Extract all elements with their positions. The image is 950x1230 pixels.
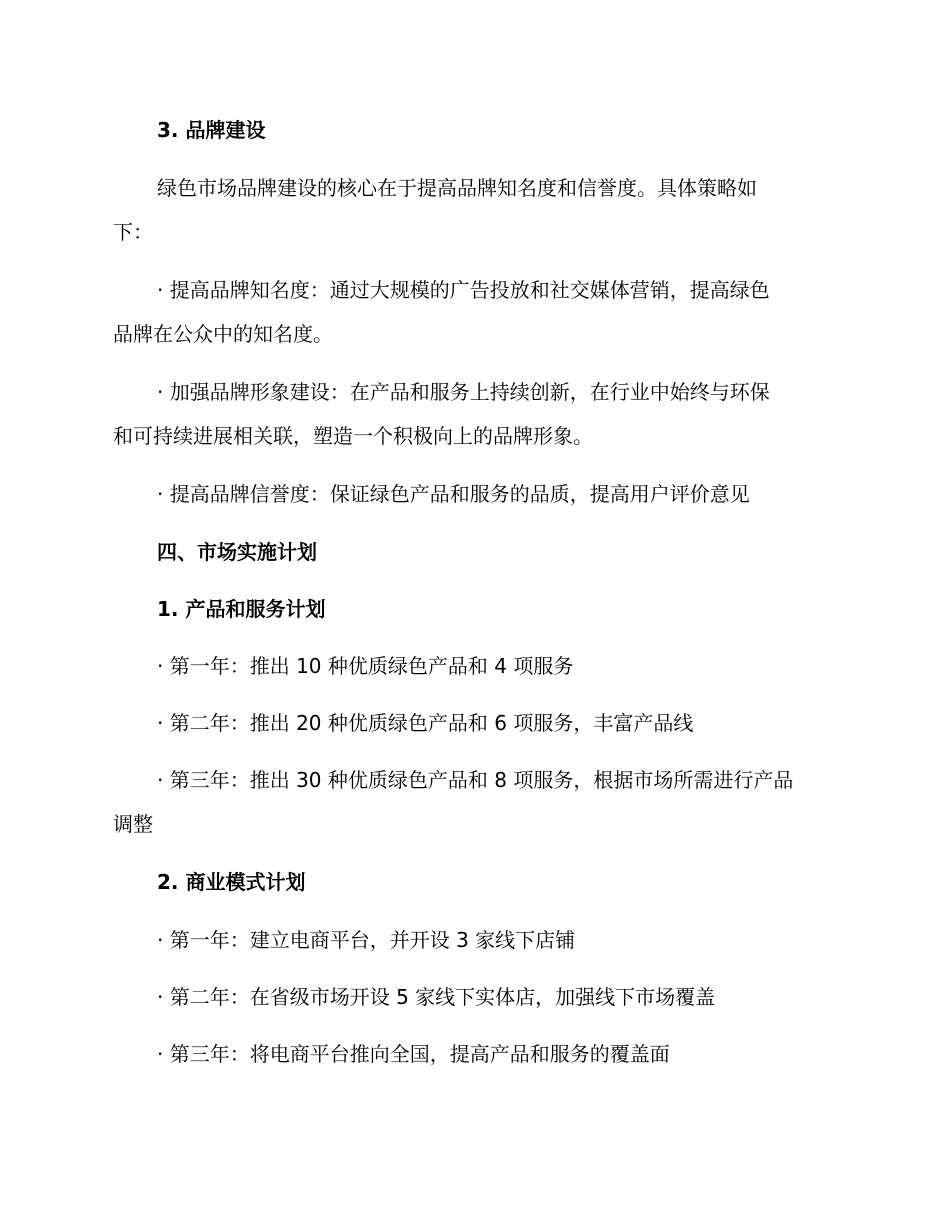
bullet-product-year2: · 第二年：推出 20 种优质绿色产品和 6 项服务，丰富产品线 xyxy=(157,711,694,735)
bullet-brand-image-line2: 和可持续进展相关联，塑造一个积极向上的品牌形象。 xyxy=(113,424,593,448)
bullet-product-year3-line2: 调整 xyxy=(113,812,153,836)
bullet-business-year2: · 第二年：在省级市场开设 5 家线下实体店，加强线下市场覆盖 xyxy=(157,985,716,1009)
section-heading-brand: 3. 品牌建设 xyxy=(157,118,266,142)
paragraph-brand-intro-line2: 下： xyxy=(113,220,153,244)
bullet-product-year1: · 第一年：推出 10 种优质绿色产品和 4 项服务 xyxy=(157,654,574,678)
bullet-business-year1: · 第一年：建立电商平台，并开设 3 家线下店铺 xyxy=(157,928,576,952)
section-heading-business-plan: 2. 商业模式计划 xyxy=(157,870,306,894)
bullet-brand-awareness-line1: · 提高品牌知名度：通过大规模的广告投放和社交媒体营销，提高绿色 xyxy=(157,278,770,302)
bullet-brand-awareness-line2: 品牌在公众中的知名度。 xyxy=(113,322,333,346)
section-heading-product-plan: 1. 产品和服务计划 xyxy=(157,597,326,621)
bullet-product-year3-line1: · 第三年：推出 30 种优质绿色产品和 8 项服务，根据市场所需进行产品 xyxy=(157,768,794,792)
bullet-business-year3: · 第三年：将电商平台推向全国，提高产品和服务的覆盖面 xyxy=(157,1042,670,1066)
chapter-heading-market-plan: 四、市场实施计划 xyxy=(157,540,317,564)
paragraph-brand-intro-line1: 绿色市场品牌建设的核心在于提高品牌知名度和信誉度。具体策略如 xyxy=(157,176,757,200)
bullet-brand-reputation: · 提高品牌信誉度：保证绿色产品和服务的品质，提高用户评价意见 xyxy=(157,482,750,506)
bullet-brand-image-line1: · 加强品牌形象建设：在产品和服务上持续创新，在行业中始终与环保 xyxy=(157,380,770,404)
